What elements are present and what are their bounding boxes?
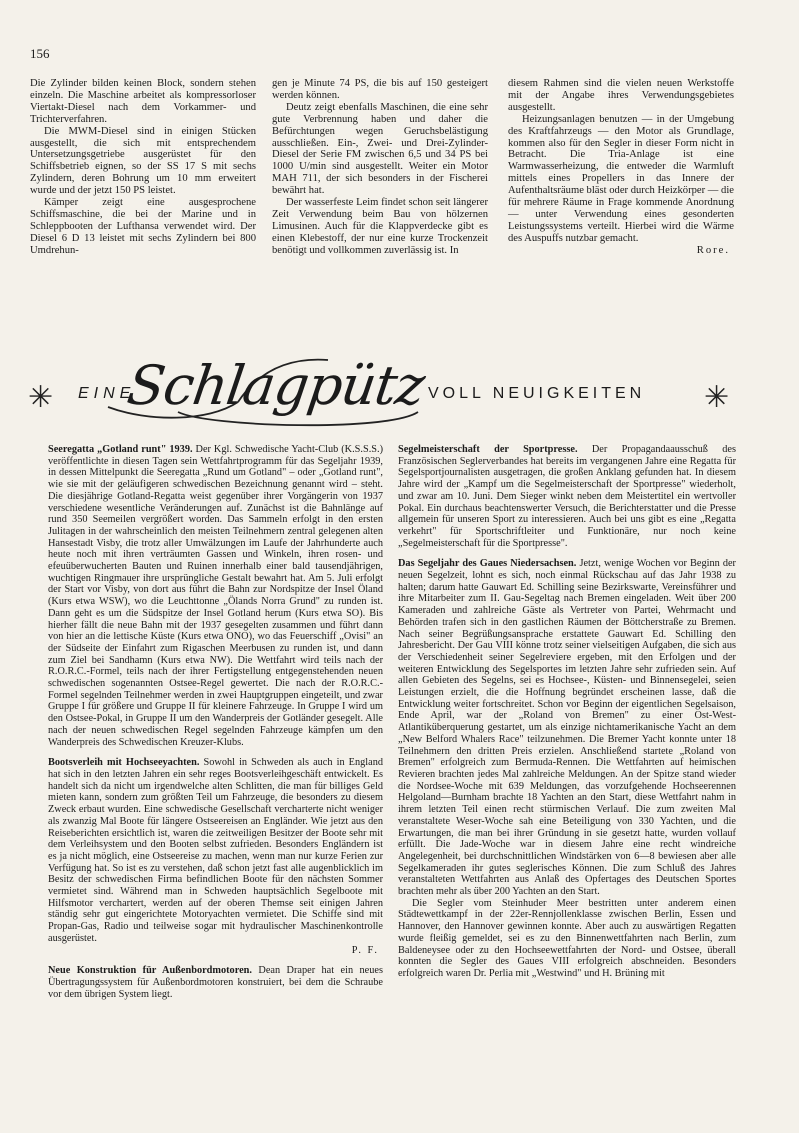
- banner-word-eine: EINE: [78, 385, 136, 402]
- news-item: [48, 444, 383, 748]
- section-banner: [28, 352, 740, 437]
- paragraph: gen je Minute 74 PS, die bis auf 150 gesteigert werden können.: [272, 78, 488, 101]
- news-item: [48, 757, 383, 944]
- banner-script-word: Schlagpütz: [123, 354, 428, 417]
- star-ornament-icon: ✳: [28, 380, 54, 415]
- news-item: [398, 898, 736, 980]
- news-text: Jetzt, wenige Wochen vor Beginn der neuen Segelzeit, lohnt es sich, noch einmal Rückschau auf das Jahr 1938 zu halten; darum hatte Gauwart Ed. Schilling seine Bezirkswarte, Vereinsführer und ihre Mitarbeiter zum II. Gau-Segeltag nach Bremen eingeladen. Weit über 200 Kameraden und zahlreiche Gäste als Vertreter von Partei, Wehrmacht und Behörden trafen sich in den gastlichen Räumen der Böttcherstraße zu Bremen. Nach seiner Begrüßungsansprache erstattete Gauwart Ed. Schilling den Jahresbericht. Der Gau VIII könne trotz seiner vielseitigen Aufgaben, die sich aus der Verschiedenheit seiner Segelreviere ergeben, mit den Erfolgen und der weiteren Entwicklung des Segelsportes im letzten Jahre sehr zufrieden sein. Auf allen Gebieten des Segelns, sei es Hochsee-, Küsten- und Binnensegelei, seien Leistungen erzielt, die die Hoffnung begründet erscheinen lasse, daß die Entwicklung weiter fortschreitet. Schon vor Beginn der eigentlichen Segelsaison, Ende April, war der „Roland von Bremen" zu einer Ost-West-Atlantiküberquerung gestartet, um als einzige nichtamerikanische Yacht an dem „New Belford Whalers Race" teilzunehmen. Die Bremer Yacht konnte unter 18 Teilnehmern den dritten Preis erzielen. Anschließend startete „Roland von Bremen" erfolgreich zum Bermuda-Rennen. Die Wettfahrten auf heimischen Revieren brachten jedes Mal zahlreiche Meldungen. An der Spitze stand wieder die Nordsee-Woche mit 639 Meldungen, das vorzufgehende Hochseerennen Helgoland—Burnham brachte 18 Yachten an den Start, diese Wettfahrt nahm in ihrem letzten Teil einen recht stürmischen Verlauf. Die zum zweiten Mal veranstaltete Weser-Woche sah eine Beteiligung von 330 Yachten, und die Erwartungen, die man bei ihrer Gründung in sie gesetzt hatte, wurden vollauf erfüllt. Die Jade-Woche war in diesem Jahre eine recht windreiche Angelegenheit, bei durchschnittlichen Windstärken von 6—8 bewiesen aber alle Segelkameraden ihr gutes seglerisches Können. Die zum Schluß des Jahres veranstalteten Wettfahrten aus Anlaß des Opfertages des Deutschen Sportes brachten mehr als über 200 Yachten an den Start.: [398, 558, 736, 898]
- star-ornament-icon: ✳: [704, 380, 730, 415]
- paragraph: Deutz zeigt ebenfalls Maschinen, die eine sehr gute Verbrennung haben und daher die Befürchtungen wegen Geruchsbelästigung ausschließen. Ein-, Zwei- und Drei-Zylinder-Diesel der Serie FM zwischen 6,5 und 34 PS bei 1000 U/min sind ausgestellt. Weiter ein Motor MAH 711, der sich besonders in der Fischerei bewährt hat.: [272, 101, 488, 197]
- news-text: Sowohl in Schweden als auch in England hat sich in den letzten Jahren ein sehr reges Bootsverleihgeschäft entwickelt. Es handelt sich da nicht um irgendwelche alten Schlitten, die man für billiges Geld mieten kann, sondern zum größten Teil um Fahrzeuge, die besonders zu diesem Zweck erbaut wurden. Eine schwedische Gesellschaft vercharterte nicht weniger als zwanzig Mal Boote für längere Ostseereisen an Engländer. Wie jetzt aus den Reiseberichten ersichtlich ist, waren die zeitweiligen Besitzer der Boote sehr mit dem Verleihsystem und den Booten selbst zufrieden. Besonders Engländern ist es ja nicht möglich, eine Ostseereise zu machen, wenn man nur kurze Ferien zur Verfügung hat. So ist es zu verstehen, daß schon jetzt fast alle augenblicklich im Besitz der schwedischen Firma befindlichen Boote für den nächsten Sommer vermietet sind. Während man in Schweden hauptsächlich Segelboote mit Hilfsmotor verchartert, werden auf der oberen Themse seit einigen Jahren ständig sehr gut eingerichtete Motoryachten vermietet. Die Schiffe sind mit Propan-Gas, Radio und teilweise sogar mit hydraulischer Maschinenkontrolle ausgerüstet.: [48, 757, 383, 944]
- news-text: Der Kgl. Schwedische Yacht-Club (K.S.S.S.) veröffentlichte in diesen Tagen sein Wettfahrtprogramm für das Segeljahr 1939, in dessen Mittelpunkt die Seeregatta „Rund um Gotland" – oder „Gotland runt", wie sie mit der geläufigeren schwedischen Bezeichnung genannt wird – steht. Die diesjährige Gotland-Regatta weist gegenüber ihrer Vorgängerin von 1937 verschiedene wesentliche Veränderungen auf. Zunächst ist die Bahnlänge auf rund 350 Seemeilen vergrößert worden. Das Sammeln erfolgt in den ersten Julitagen in der wahrscheinlich den meisten Teilnehmern zentral gelegenen alten Hansestadt Visby, die trotz aller Umwälzungen im Laufe der Jahrhunderte auch heute noch mit ihren verträumten Gassen und Winkeln, ihren rosen- und efeuüberwucherten Bauten und Ruinen innerhalb einer bald tausendjährigen, wuchtigen Ringmauer ihre ursprüngliche Gestalt bewahrt hat. Am 5. Juli erfolgt der Start vor Visby, von dort aus führt die Bahn zur Nordspitze der Insel Öland (Kurs etwa WSW), wo die Leuchttonne „Ölands Norra Grund" zu runden ist. Dann geht es um die Südspitze der Insel Gotland herum (Kurs etwa SO). Bis hierher fällt die neue Bahn mit der 1937 gesegelten zusammen und führt dann von hier an die lettische Küste (Kurs etwa ONO), wo das Feuerschiff „Ovisi" an der Südseite der Einfahrt zum Rigaschen Meerbusen zu runden ist, und dann zum Ziel bei Sandhamn (Kurs etwa NW). Die Wettfahrt wird teils nach der R.O.R.C.-Formel, teils nach der ihrer Fertigstellung entgegenstehenden neuen schwedischen sogenannten Ostsee-Regel gewertet. Die nach der R.O.R.C.-Formel segelnden Teilnehmer werden in zwei Hauptgruppen eingeteilt, und zwar Gruppe I für größere und Gruppe II für kleinere Fahrzeuge. In Gruppe I wird um den Ostsee-Pokal, in Gruppe II um den Wanderpreis der Gotländer gesegelt. Alle nach der neuen schwedischen Regel segelnden Fahrzeuge kämpfen um den Wanderpreis des Schwedischen Kreuzer-Klubs.: [48, 444, 383, 748]
- article-column-1: [30, 78, 256, 257]
- news-item: [398, 444, 736, 549]
- article-column-3: [508, 78, 734, 257]
- news-text: Der Propagandaausschuß des Französischen Seglerverbandes hat bereits im vergangenen Jahre eine Regatta für Segelsportjournalisten ausgetragen, die großen Anklang gefunden hat. In diesem Jahre wird der „Kampf um die Segelmeisterschaft der Sportpresse" wiederholt, und zwar am 10. Juni. Dem Sieger winkt neben dem Meistertitel ein wertvoller Pokal. Ein durchaus beachtenswerter Versuch, die Berichterstatter und die Presse allgemein für unseren Sport zu interessieren. Auch bei uns gibt es eine „Regatta verkehrt" für Sportschriftleiter und Funktionäre, nur noch keine „Segelmeisterschaft für die Sportpresse".: [398, 444, 736, 549]
- news-item: [48, 965, 383, 1000]
- page-number: 156: [30, 46, 50, 61]
- paragraph: Kämper zeigt eine ausgesprochene Schiffsmaschine, die bei der Marine und in Schleppbooten der Lufthansa verwendet wird. Der Diesel 6 D 13 leistet mit sechs Zylindern bei 800 Umdrehun-: [30, 197, 256, 256]
- paragraph: Heizungsanlagen benutzen — in der Umgebung des Kraftfahrzeugs — den Motor als Grundlage, kommen also für den Segler in dieser Form nicht in Betracht. Die Tria-Anlage ist eine Warmwasserheizung, die entweder die Warmluft mittels eines Propellers in das Innere der Aufenthaltsräume bläst oder durch Heizkörper — die für mehrere Räume in Frage kommende Anordnung — unter Verwendung eines gesonderten Leistungssystems verteilt. Hierbei wird die Wärme des Auspuffs nutzbar gemacht.: [508, 113, 734, 244]
- news-column-right: [398, 444, 736, 980]
- news-heading: Neue Konstruktion für Außenbordmotoren.: [48, 965, 252, 977]
- news-item: [398, 558, 736, 897]
- paragraph: Der wasserfeste Leim findet schon seit längerer Zeit Verwendung beim Bau von hölzernen Limusinen. Auch für die Klappverdecke gibt es einen Klebestoff, der nur eine kurze Trockenzeit benötigt und vollkommen zuverlässig ist. In: [272, 197, 488, 256]
- news-text: Dean Draper hat ein neues Übertragungssystem für Außenbordmotoren konstruiert, bei dem die Schraube vor dem übrigen System liegt.: [48, 965, 383, 1000]
- news-heading: Segelmeisterschaft der Sportpresse.: [398, 444, 578, 455]
- news-column-left: [48, 444, 383, 1000]
- article-column-2: [272, 78, 488, 257]
- news-heading: Seeregatta „Gotland runt" 1939.: [48, 444, 193, 455]
- author-signature: P. F.: [351, 944, 379, 956]
- author-signature: Rore.: [696, 244, 730, 256]
- paragraph: Die MWM-Diesel sind in einigen Stücken ausgestellt, die sich mit entsprechendem Untersetzungsgetriebe ausgerüstet für den Schiffsbetrieb eignen, so der SS 17 S mit sechs Zylindern, deren Bohrung um 10 mm erweitert wurde und der jetzt 150 PS leistet.: [30, 125, 256, 197]
- paragraph: Die Zylinder bilden keinen Block, sondern stehen einzeln. Die Maschine arbeitet als kompressorloser Viertakt-Diesel nach dem Vorkammer- und Trichterverfahren.: [30, 78, 256, 125]
- news-heading: Das Segeljahr des Gaues Niedersachsen.: [398, 558, 577, 570]
- news-heading: Bootsverleih mit Hochseeyachten.: [48, 757, 200, 769]
- news-text: Die Segler vom Steinhuder Meer bestritten unter anderem einen Städtewettkampf in der 22er-Rennjollenklasse zwischen Berlin, Essen und Hannover, den Hannover gewinnen konnte. Aber auch zu auswärtigen Regatten wurde fleißig gemeldet, sei es zu den Binnenwettfahrten nach Berlin, zum Baldeneysee oder zu den Hochseewettfahrten der Nord- und Ostsee, überall konnten die Segler des Gaues VIII erfolgreich abschneiden. Besonders erfolgreich waren Dr. Perlia mit „Westwind" und H. Brüning mit: [398, 897, 736, 979]
- paragraph: diesem Rahmen sind die vielen neuen Werkstoffe mit der Angabe ihres Verwendungsgebietes ausgestellt.: [508, 78, 734, 113]
- banner-words-voll-neuigkeiten: VOLL NEUIGKEITEN: [428, 385, 646, 402]
